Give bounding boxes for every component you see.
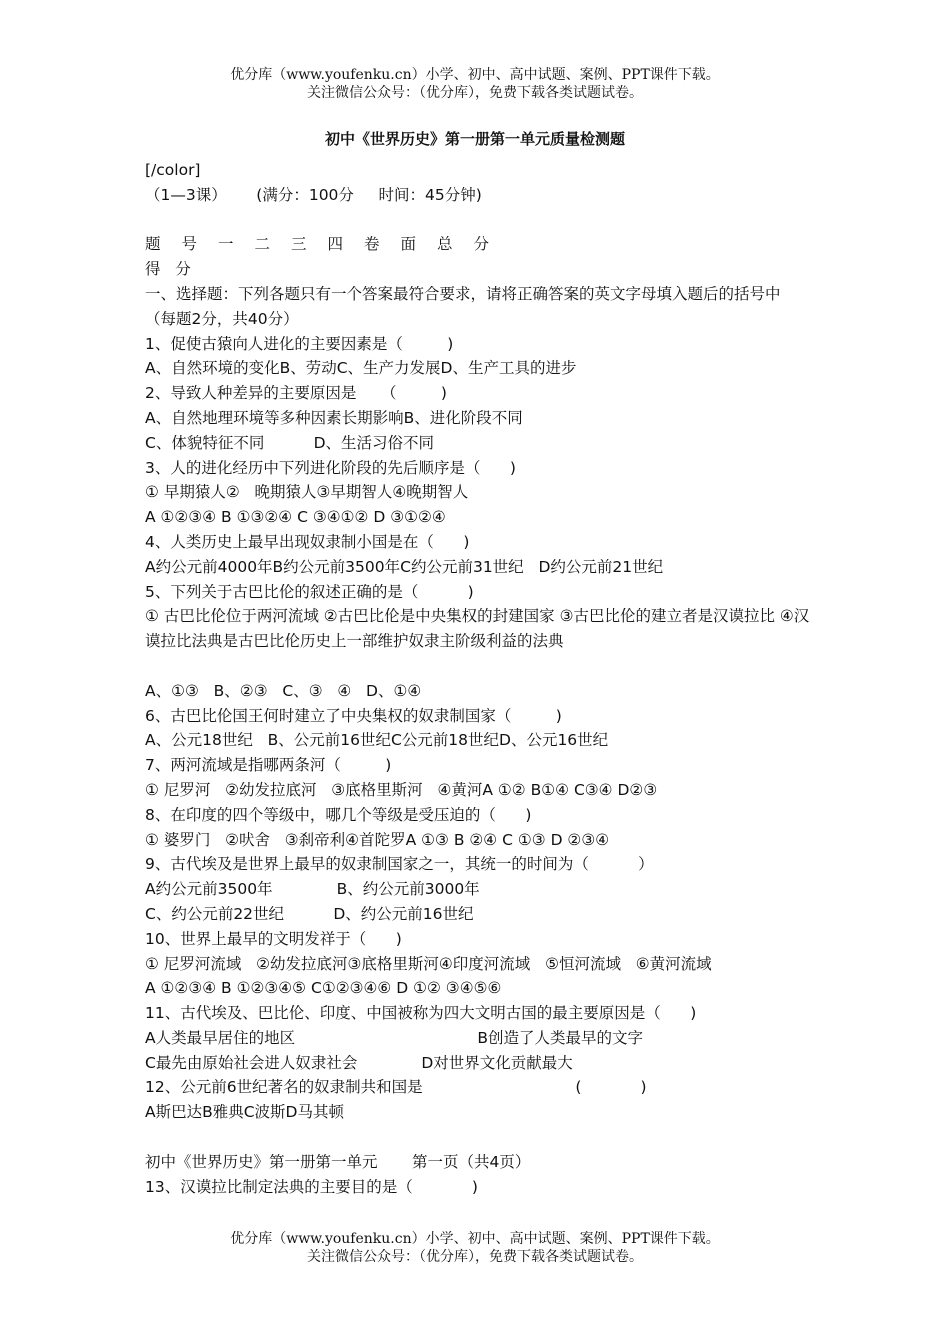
question-line: A ①②③④ B ①③②④ C ③④①② D ③①②④: [145, 508, 446, 527]
page-title: 初中《世界历史》第一册第一单元质量检测题: [324, 130, 625, 148]
page-footer-note: 初中《世界历史》第一册第一单元 第一页（共4页）: [145, 1152, 531, 1171]
document-body: [145, 158, 810, 1199]
question-line: C、约公元前22世纪 D、约公元前16世纪: [145, 904, 474, 923]
question-line: 12、公元前6世纪著名的奴隶制共和国是 ( ): [145, 1078, 647, 1097]
section-instruction: 一、选择题：下列各题只有一个答案最符合要求，请将正确答案的英文字母填入题后的括号中（每题2分，共40分）: [145, 284, 781, 328]
score-header-cell: 题: [145, 235, 161, 254]
question-line: ① 尼罗河 ②幼发拉底河 ③底格里斯河 ④黄河A ①② B①④ C③④ D②③: [145, 780, 658, 799]
question-line: A ①②③④ B ①②③④⑤ C①②③④⑥ D ①② ③④⑤⑥: [145, 979, 502, 998]
score-header-cell: 三: [291, 235, 307, 254]
question-line: 6、古巴比伦国王何时建立了中央集权的奴隶制国家（ ): [145, 706, 562, 725]
meta-info: （1—3课） (满分：100分 时间：45分钟): [145, 185, 482, 204]
score-header-cell: 分: [473, 235, 490, 254]
meta-tag: [/color]: [145, 161, 201, 179]
question-line: 11、古代埃及、巴比伦、印度、中国被称为四大文明古国的最主要原因是（ ): [145, 1004, 697, 1023]
question-line: 7、两河流域是指哪两条河（ ): [145, 756, 392, 775]
question-line: ① 尼罗河流域 ②幼发拉底河③底格里斯河④印度河流域 ⑤恒河流域 ⑥黄河流域: [145, 954, 712, 973]
question-line: 2、导致人种差异的主要原因是 （ ): [145, 384, 447, 403]
header-line-2: 关注微信公众号：（优分库），免费下载各类试题试卷。: [307, 1249, 643, 1265]
question-line: A约公元前3500年 B、约公元前3000年: [145, 880, 480, 899]
question-line: A、自然地理环境等多种因素长期影响B、进化阶段不同: [145, 408, 523, 427]
question-line: 1、促使古猿向人进化的主要因素是（ ): [145, 334, 454, 353]
question-line: A人类最早居住的地区 B创造了人类最早的文字: [145, 1028, 644, 1047]
question-line: ① 婆罗门 ②吠舍 ③刹帝利④首陀罗A ①③ B ②④ C ①③ D ②③④: [145, 830, 610, 849]
question-line: C、体貌特征不同 D、生活习俗不同: [145, 433, 435, 452]
question-line: 9、古代埃及是世界上最早的奴隶制国家之一，其统一的时间为（ ）: [145, 855, 654, 874]
question-line: 4、人类历史上最早出现奴隶制小国是在（ ): [145, 532, 470, 551]
question-line: 10、世界上最早的文明发祥于（ ): [145, 929, 402, 948]
score-table-header: [145, 232, 810, 257]
header-line-2: 关注微信公众号：（优分库），免费下载各类试题试卷。: [307, 85, 643, 101]
question-line: A斯巴达B雅典C波斯D马其顿: [145, 1103, 344, 1122]
question-line: 5、下列关于古巴比伦的叙述正确的是（ ): [145, 582, 474, 601]
question-line: A、自然环境的变化B、劳动C、生产力发展D、生产工具的进步: [145, 359, 577, 378]
question-line: A、公元18世纪 B、公元前16世纪C公元前18世纪D、公元16世纪: [145, 731, 609, 750]
header-line-1: 优分库（www.youfenku.cn）小学、初中、高中试题、案例、PPT课件下载。: [230, 67, 720, 83]
question-line: 8、在印度的四个等级中，哪几个等级是受压迫的（ ): [145, 805, 532, 824]
question-line: A、①③ B、②③ C、③ ④ D、①④: [145, 681, 422, 700]
score-header-cell: 号: [181, 235, 198, 254]
page-header-top: [0, 66, 950, 102]
question-line: C最先由原始社会进人奴隶社会 D对世界文化贡献最大: [145, 1053, 573, 1072]
score-header-cell: 二: [254, 235, 271, 254]
page-header-bottom: [0, 1230, 950, 1266]
header-line-1: 优分库（www.youfenku.cn）小学、初中、高中试题、案例、PPT课件下载。: [230, 1231, 720, 1247]
score-header-cell: 面: [400, 235, 417, 254]
question-line: A约公元前4000年B约公元前3500年C约公元前31世纪 D约公元前21世纪: [145, 557, 664, 576]
score-header-cell: 卷: [364, 235, 380, 254]
question-line: 13、汉谟拉比制定法典的主要目的是（ ): [145, 1177, 478, 1196]
q5-options: ① 古巴比伦位于两河流域 ②古巴比伦是中央集权的封建国家 ③古巴比伦的建立者是汉谟拉比 ④汉谟拉比法典是古巴比伦历史上一部维护奴隶主阶级利益的法典: [145, 607, 810, 651]
question-line: 3、人的进化经历中下列进化阶段的先后顺序是（ ): [145, 458, 516, 477]
question-line: ① 早期猿人② 晚期猿人③早期智人④晚期智人: [145, 483, 469, 502]
score-header-cell: 总: [437, 235, 453, 254]
score-header-cell: 四: [327, 235, 344, 254]
score-row-label: 得 分: [145, 260, 191, 279]
score-header-cell: 一: [218, 235, 234, 254]
